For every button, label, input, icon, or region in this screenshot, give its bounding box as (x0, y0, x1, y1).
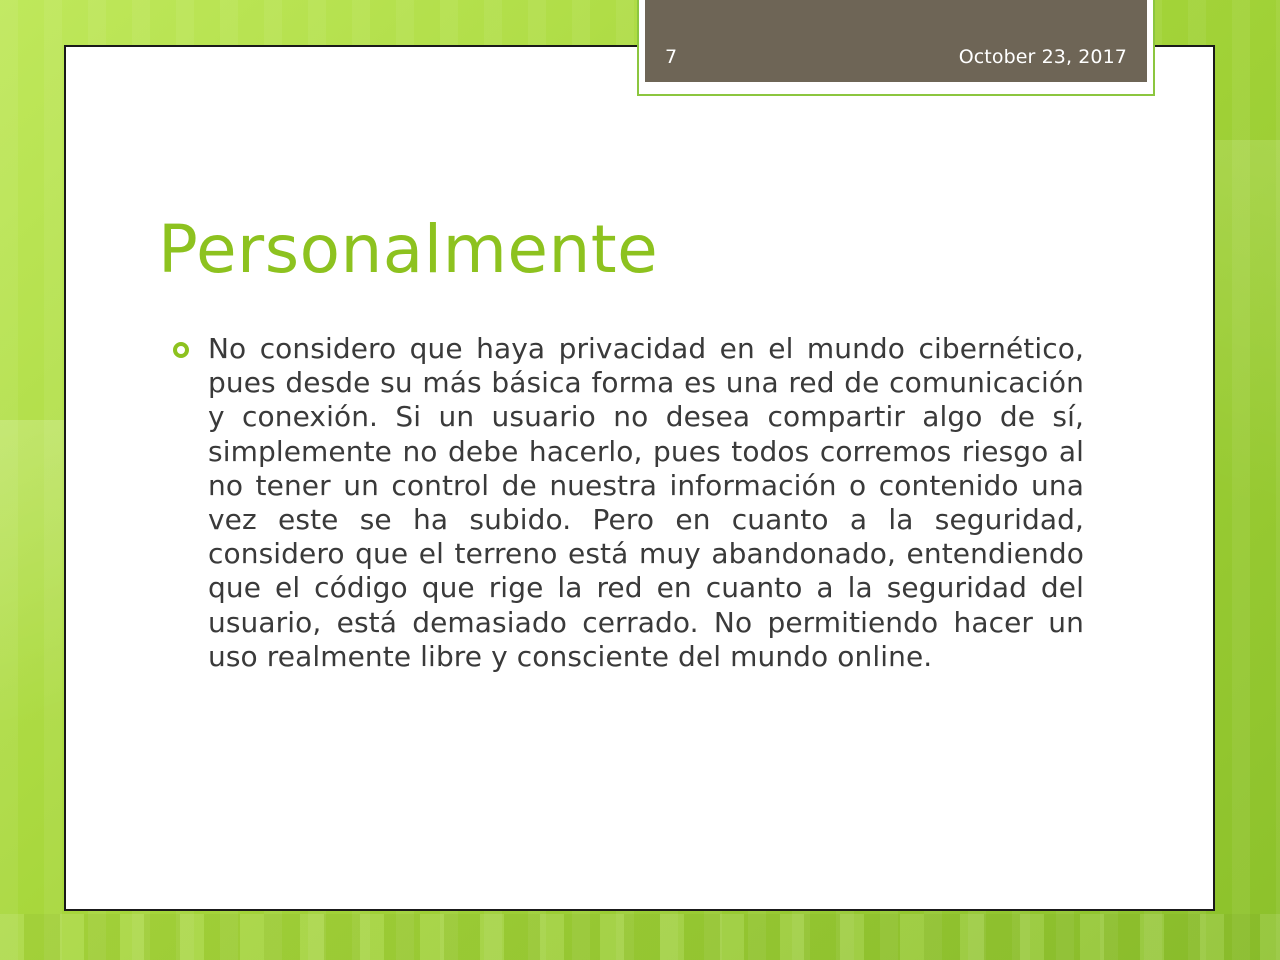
slide-date: October 23, 2017 (958, 46, 1127, 68)
slide-number: 7 (665, 46, 678, 68)
slide-header-box (637, 0, 1155, 96)
background-facet (1210, 140, 1280, 500)
background-stripes (0, 914, 1280, 960)
hollow-circle-bullet-icon (173, 342, 189, 358)
bullet-text: No considero que haya privacidad en el mundo cibernético, pues desde su más básica forma es una red de comunicación y conexión. Si un usuario no desea compartir algo de sí, simplemente no debe hacerlo, pues todos corremos riesgo al no tener un control de nuestra información o contenido una vez este se ha subido. Pero en cuanto a la seguridad, considero que el terreno está muy abandonado, entendiendo que el código que rige la red en cuanto a la seguridad del usuario, está demasiado cerrado. No permitiendo hacer un uso realmente libre y consciente del mundo online. (208, 332, 1084, 673)
slide-header-band (645, 0, 1147, 82)
slide-title: Personalmente (158, 211, 659, 288)
